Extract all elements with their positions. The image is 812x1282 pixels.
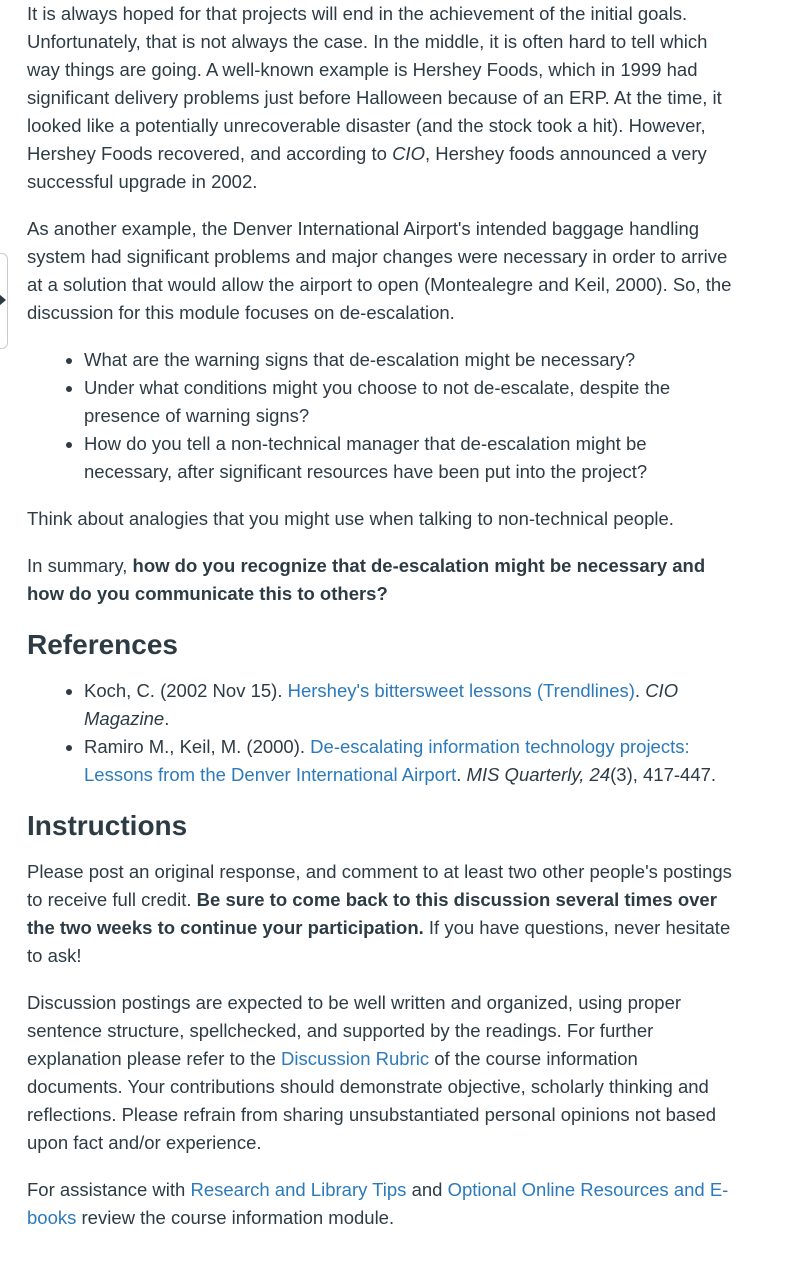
- question-list: [27, 346, 732, 486]
- deescalating-projects-link[interactable]: De-escalating information technology projects: Lessons from the Denver International Airport: [84, 736, 690, 785]
- list-item: • What are the warning signs that de-escalation might be necessary?: [84, 346, 732, 374]
- reference-item: [84, 677, 732, 733]
- intro-p1-text: It is always hoped for that projects will end in the achievement of the initial goals. Unfortunately, that is not always the case. In the middle, it is often hard to tell which way things are going. A well-known example is Hershey Foods, which in 1999 had significant delivery problems just before Halloween because of an ERP. At the time, it looked like a potentially unrecoverable disaster (and the stock took a hit). However, Hershey Foods recovered, and according to: [27, 3, 722, 164]
- ref1-suffix: .: [164, 708, 170, 729]
- instructions-paragraph-1: [27, 858, 732, 970]
- chevron-right-icon: [0, 294, 6, 306]
- ref2-sep: .: [456, 764, 467, 785]
- ref2-italic: MIS Quarterly, 24: [466, 764, 611, 785]
- instructions-heading: Instructions: [27, 810, 188, 841]
- ref1-italic: CIO Magazine: [84, 680, 679, 729]
- intro-p1-end: , Hershey foods announced a very successful upgrade in 2002.: [27, 143, 707, 192]
- list-item: • How do you tell a non-technical manager that de-escalation might be necessary, after significant resources have been put into the project?: [84, 430, 732, 486]
- ref1-sep: .: [634, 680, 646, 701]
- ref2-suffix: (3), 417-447.: [610, 764, 717, 785]
- reference-item: [84, 733, 732, 789]
- list-item: • Under what conditions might you choose to not de-escalate, despite the presence of warning signs?: [84, 374, 732, 430]
- discussion-content: [27, 0, 732, 1251]
- instructions-paragraph-2: [27, 989, 732, 1157]
- research-library-tips-link[interactable]: Research and Library Tips: [190, 1179, 407, 1200]
- instructions-paragraph-3: [27, 1176, 732, 1232]
- hershey-lessons-link[interactable]: Hershey's bittersweet lessons (Trendlines): [287, 680, 635, 701]
- instr-p3-end: review the course information module.: [76, 1207, 395, 1228]
- instr-p1-bold: Be sure to come back to this discussion several times over the two weeks to continue your participation.: [27, 889, 717, 938]
- references-heading: References: [27, 629, 178, 660]
- summary-prefix: In summary,: [27, 555, 133, 576]
- instr-p2-start: Discussion postings are expected to be well written and organized, using proper sentence structure, spellchecked, and supported by the readings. For further explanation please refer to the: [27, 992, 682, 1069]
- ref2-prefix: Ramiro M., Keil, M. (2000).: [84, 736, 311, 757]
- online-resources-link[interactable]: Optional Online Resources and E-books: [27, 1179, 729, 1228]
- discussion-rubric-link[interactable]: Discussion Rubric: [281, 1048, 430, 1069]
- sidebar-toggle-tab[interactable]: [0, 253, 8, 349]
- instr-p3-mid: and: [406, 1179, 448, 1200]
- instr-p1-end: If you have questions, never hesitate to ask!: [27, 917, 731, 966]
- analogies-paragraph: Think about analogies that you might use when talking to non-technical people.: [27, 508, 674, 529]
- intro-paragraph-2: As another example, the Denver International Airport's intended baggage handling system had significant problems and major changes were necessary in order to arrive at a solution that would allow the airport to open (Montealegre and Keil, 2000). So, the discussion for this module focuses on de-escalation.: [27, 218, 732, 323]
- reference-list: [27, 677, 732, 789]
- summary-bold: how do you recognize that de-escalation might be necessary and how do you communicate this to others?: [27, 555, 706, 604]
- intro-paragraph-1: [27, 0, 732, 196]
- instr-p1-start: Please post an original response, and comment to at least two other people's postings to receive full credit.: [27, 861, 732, 910]
- cio-italic: CIO: [392, 143, 425, 164]
- ref1-prefix: Koch, C. (2002 Nov 15).: [84, 680, 288, 701]
- instr-p3-start: For assistance with: [27, 1179, 191, 1200]
- instr-p2-end: of the course information documents. Your contributions should demonstrate objective, scholarly thinking and reflections. Please refrain from sharing unsubstantiated personal opinions not based upon fact and/or experience.: [27, 1048, 717, 1153]
- summary-paragraph: [27, 552, 732, 608]
